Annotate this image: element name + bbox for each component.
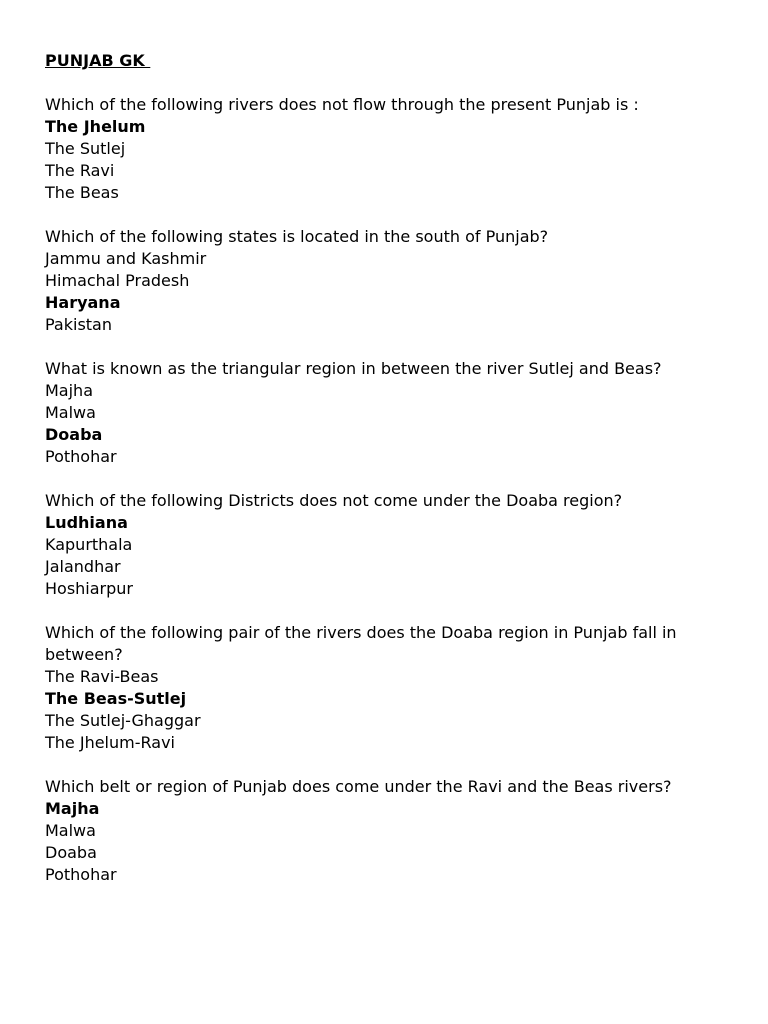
answer-option-correct: The Beas-Sutlej: [45, 689, 187, 708]
answer-option: Jalandhar: [45, 557, 121, 576]
question-list: [45, 94, 723, 886]
question-text: Which of the following states is located in the south of Punjab?: [45, 227, 549, 246]
answer-option-correct: Haryana: [45, 293, 121, 312]
answer-option: Majha: [45, 381, 93, 400]
question-block: [45, 776, 723, 886]
answer-option: The Ravi-Beas: [45, 667, 159, 686]
answer-option: The Sutlej: [45, 139, 126, 158]
answer-option: Pothohar: [45, 865, 117, 884]
document-title: PUNJAB GK: [45, 51, 151, 70]
answer-option: Himachal Pradesh: [45, 271, 190, 290]
question-block: [45, 226, 723, 336]
question-text: Which of the following Districts does not come under the Doaba region?: [45, 491, 623, 510]
answer-option: Malwa: [45, 821, 96, 840]
answer-option: The Ravi: [45, 161, 115, 180]
answer-option: The Jhelum-Ravi: [45, 733, 175, 752]
question-text: Which of the following rivers does not flow through the present Punjab is :: [45, 95, 639, 114]
question-block: [45, 490, 723, 600]
answer-option: Pothohar: [45, 447, 117, 466]
answer-option: Doaba: [45, 843, 97, 862]
question-block: [45, 94, 723, 204]
question-text: What is known as the triangular region in between the river Sutlej and Beas?: [45, 359, 662, 378]
answer-option-correct: Majha: [45, 799, 100, 818]
answer-option: Hoshiarpur: [45, 579, 133, 598]
answer-option: The Beas: [45, 183, 119, 202]
answer-option: Kapurthala: [45, 535, 133, 554]
answer-option: Pakistan: [45, 315, 112, 334]
question-text: Which of the following pair of the rivers does the Doaba region in Punjab fall in between?: [45, 623, 677, 664]
answer-option-correct: The Jhelum: [45, 117, 146, 136]
answer-option: The Sutlej-Ghaggar: [45, 711, 201, 730]
answer-option-correct: Ludhiana: [45, 513, 128, 532]
answer-option: Malwa: [45, 403, 96, 422]
answer-option: Jammu and Kashmir: [45, 249, 207, 268]
question-text: Which belt or region of Punjab does come under the Ravi and the Beas rivers?: [45, 777, 672, 796]
answer-option-correct: Doaba: [45, 425, 103, 444]
question-block: [45, 622, 723, 754]
question-block: [45, 358, 723, 468]
